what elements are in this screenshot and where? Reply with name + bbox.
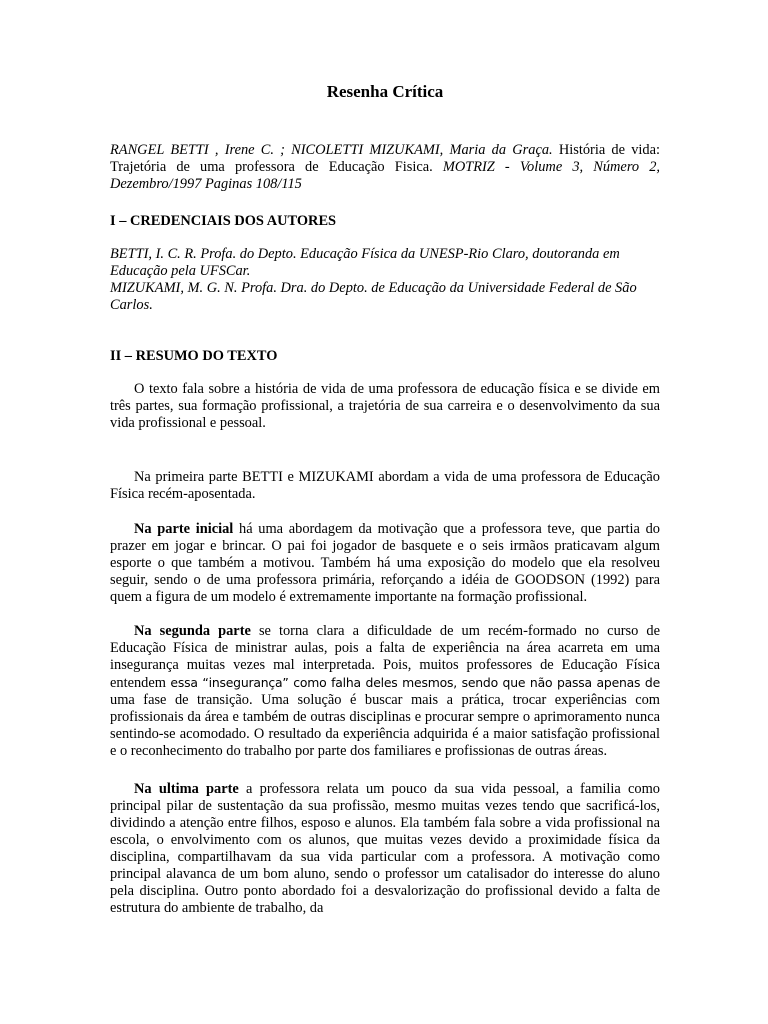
summary-paragraph-1: O texto fala sobre a história de vida de uma professora de educação física e se divide em três partes, sua formação profissional, a trajetória de sua carreira e o desenvolvimento da sua vida profissional e pessoal. xyxy=(110,381,660,431)
paragraph-lead-ultima-parte: Na ultima parte xyxy=(134,781,239,797)
reference-source: MOTRIZ - Volume 3, Número 2, Dezembro/1997 Paginas 108/115 xyxy=(110,159,660,192)
paragraph-lead-parte-inicial: Na parte inicial xyxy=(134,521,234,537)
document-title: Resenha Crítica xyxy=(326,82,444,101)
paragraph-lead-segunda-parte: Na segunda parte xyxy=(134,623,251,639)
bibliographic-reference xyxy=(110,142,660,193)
summary-paragraph-2: Na primeira parte BETTI e MIZUKAMI abordam a vida de uma professora de Educação Física recém-aposentada. xyxy=(110,469,660,502)
author-credentials xyxy=(110,246,660,314)
reference-work: História de vida: Trajetória de uma professora de Educação Fisica. xyxy=(110,142,661,175)
section-heading-summary: II – RESUMO DO TEXTO xyxy=(110,348,278,364)
paragraph-5-body: a professora relata um pouco da sua vida pessoal, a familia como principal pilar de sustentação da sua profissão, mesmo muitas vezes tendo que sacrificá-los, dividindo a atenção entre filhos, esposo e alunos. Ela também fala sobre a vida profissional na escola, o envolvimento com os alunos, que muitas vezes devido a proximidade física da disciplina, compartilhavam da sua vida particular com a professora. A motivação como principal alavanca de um bom aluno, sendo o professor um catalisador do interesse do aluno pela disciplina. Outro ponto abordado foi a desvalorização do profissional devido a falta de estrutura do ambiente de trabalho, da xyxy=(110,781,660,916)
paragraph-4-body-a: se torna clara a dificuldade de um recém-formado no curso de Educação Física de ministrar aulas, pois a falta de experiência na área acarreta em uma insegurança muitas vezes mal interpretada. Pois, muitos professores de Educação Física entendem xyxy=(110,623,660,691)
reference-authors: RANGEL BETTI , Irene C. ; NICOLETTI MIZUKAMI, Maria da Graça. xyxy=(110,142,553,158)
credential-mizukami: MIZUKAMI, M. G. N. Profa. Dra. do Depto. de Educação da Universidade Federal de São Carlos. xyxy=(110,280,637,313)
summary-paragraph-5 xyxy=(110,781,660,917)
summary-paragraph-4 xyxy=(110,623,660,760)
credential-betti: BETTI, I. C. R. Profa. do Depto. Educação Física da UNESP-Rio Claro, doutoranda em Educação pela UFSCar. xyxy=(110,246,620,279)
section-heading-credentials: I – CREDENCIAIS DOS AUTORES xyxy=(110,213,337,229)
summary-paragraph-3 xyxy=(110,521,660,606)
paragraph-4-body-b: uma fase de transição. Uma solução é buscar mais a prática, trocar experiências com profissionais da área e também de outras disciplinas e procurar sempre o aprimoramento nunca sentindo-se acomodado. O resultado da experiência adquirida é a maior satisfação profissional e o reconhecimento do trabalho por parte dos familiares e profissionas de outras áreas. xyxy=(110,692,660,759)
paragraph-3-body: há uma abordagem da motivação que a professora teve, que partia do prazer em jogar e brincar. O pai foi jogador de basquete e o seis irmãos praticavam algum esporte o que também a motivou. Também há uma exposição do modelo que ela resolveu seguir, sendo o de uma professora primária, reforçando a idéia de GOODSON (1992) para quem a figura de um modelo é extremamente importante na formação profissional. xyxy=(110,521,660,605)
paragraph-4-quoted-text: essa “insegurança” como falha deles mesmos, sendo que não passa apenas de xyxy=(170,675,661,690)
